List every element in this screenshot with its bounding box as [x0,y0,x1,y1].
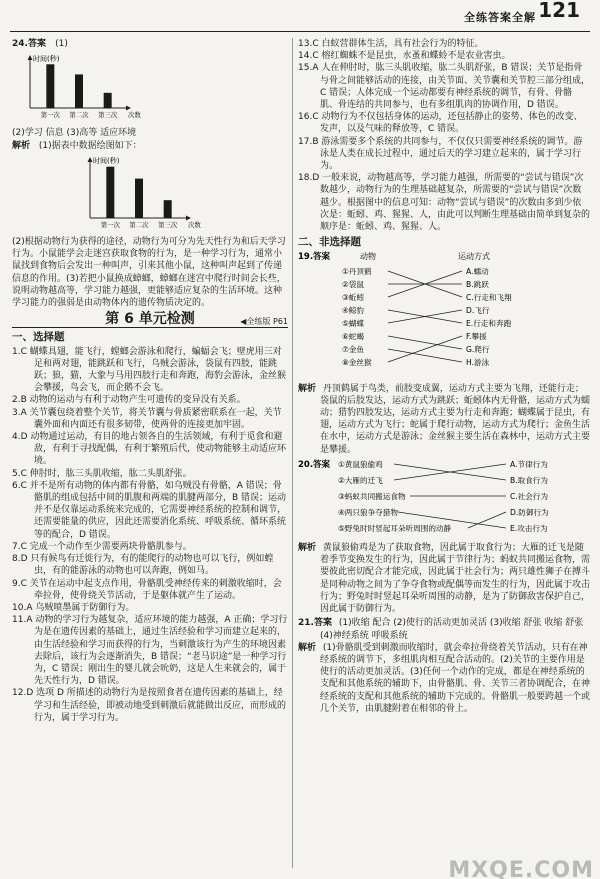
x-tick-label: 第二次 [129,220,149,229]
x-axis-arrow [126,106,131,111]
answer-item: 9.C 关节在运动中起支点作用，骨骼肌受神经传来的刺激收缩时，会牵拉骨，使骨绕关节活动，于是躯体就产生了运动。 [12,578,282,601]
q19-motion: A.蠕动 [466,267,489,277]
answer-item: 14.C 榕红蜘蛛不是昆虫，水蚤和蝶蛉不是农业害虫。 [298,51,511,62]
q19-animal: ⑥蛇蝎 [342,332,364,342]
q20-match-lines [394,464,506,528]
q19-animal: ⑦金鱼 [342,345,364,355]
answer-item: 16.C 动物行为不仅包括身体的运动，还包括静止的姿势、体色的改变、发声，以及气味的释放等，C 错误。 [298,112,583,135]
answer-item: 18.D 一般来说，动物越高等，学习能力越强，所需要的“尝试与错误”次数越少，动物行为的生理基础越复杂，所需要的“尝试与错误”次数越少。根据图中的信息可知：动物“尝试与错误”的次数由多到少依次是：蚯蚓、鸡、猩猩、人，由此可以判断生理基础由简单到复杂的顺序是：蚯蚓、鸡、猩猩、人。 [298,173,591,233]
answer-item: 13.C 白蚁营群体生活，具有社会行为的特征。 [298,39,484,49]
column-divider [292,38,293,868]
right-column [298,38,590,715]
q20-block [298,458,590,615]
q19-motion: B.跳跃 [466,280,489,290]
q20-left-item: ④两只狼争夺猎物 [338,507,398,517]
match-line [388,336,462,362]
header-title: 全练答案全解 [464,11,536,24]
q19-motion: H.游泳 [466,358,490,368]
q20-label: 20.答案 [298,459,331,470]
q19-animal: ②袋鼠 [342,280,364,290]
q19-motion: C.行走和飞翔 [466,293,512,303]
answer-item: 15.A 人在伸肘时，肱三头肌收缩，肱二头肌舒张，B 错误；关节是指骨与骨之间能够活动的连接，由关节面、关节囊和关节腔三部分组成，C 错误；人体完成一个运动都要有神经系统的调节，有骨、骨骼肌、骨连结的共同参与，也有多组肌肉的协调作用，D 错误。 [298,63,591,111]
bar [135,178,143,217]
q20-left-item: ⑤野兔时时竖起耳朵听周围的动静 [338,523,452,533]
x-tick-label: 第一次 [40,111,60,120]
q20-left-item: ③蚂蚁共同搬运食物 [338,491,406,501]
q20-analysis: 黄鼠狼偷鸡是为了获取食物，因此属于取食行为；大雁的迁飞是随着季节变换发生的行为，因此属于节律行为；蚂蚁共同搬运食物，需要彼此密切配合才能完成，因此属于社会行为；两只雄性狮子在搏斗是同种动物之间为了争夺食物或配偶等而发生的行为，因此属于攻击行为；野兔时时竖起耳朵听周围的动静，是为了防御敌害保护自己，因此属于防御行为。 [320,543,591,615]
q24-part1: (1) [55,39,68,49]
unit-heading [12,311,288,328]
answer-item: 3.A 关节囊包绕着整个关节，将关节囊与骨质紧密联系在一起，关节囊外面和内面还有很多韧带，使两骨的连接更加牢固。 [12,407,282,430]
q19-animal: ①丹顶鹤 [342,267,372,277]
right-answer-list [298,38,590,233]
q19-analysis: 丹顶鹤属于鸟类，前肢变成翼，运动方式主要为飞翔，还能行走；袋鼠的后肢发达，运动方式为跳跃；蚯蚓体内无骨骼，运动方式为蠕动；猎豹四肢发达，运动方式主要为行走和奔跑；蝴蝶属于昆虫，有翅，运动方式为飞行；蛇属于爬行动物，运动方式为爬行；金鱼生活在水中，运动方式是游泳；金丝猴主要生活在森林中，运动方式主要是攀援。 [320,383,591,455]
q19-animal: ⑤蝴蝶 [342,319,364,329]
q24-analysis-1: (1)据表中数据绘图如下： [38,140,142,151]
bar [104,93,112,108]
bar-chart-2 [72,152,212,232]
answer-item: 10.A 乌贼喷墨属于防御行为。 [12,602,135,613]
left-answer-list [12,346,288,724]
y-axis-arrow [88,157,93,162]
answer-item: 5.C 伸肘时，肱三头肌收缩，肱二头肌舒张。 [12,468,192,479]
q20-right-item: B.取食行为 [510,475,548,485]
q20-right-item: E.攻击行为 [510,523,548,533]
y-axis-arrow [28,55,33,60]
q19-motion: D.飞行 [466,306,490,316]
q19-col-animal: 动物 [360,252,376,262]
x-axis-arrow [186,215,191,220]
left-column [12,38,288,724]
watermark: MXQE.COM [448,857,594,879]
x-axis-label: 次数 [188,220,201,229]
q21-analysis-label: 解析 [298,642,317,653]
q24-block [12,38,288,309]
section-1-heading: 一、选择题 [12,331,65,344]
q21-analysis: (1)骨骼肌受到刺激而收缩时，就会牵拉骨绕着关节活动，只有在神经系统的调节下，多组肌肉相互配合活动的。(2)关节的主要作用是使行的活动更加灵活。(3)任何一个动作的完成，都是在神经系统的支配和其他系统的辅助下，由骨骼肌、骨、关节三者协调配合，在神经系统的支配和其他系统的辅助下完成的。骨骼肌一般要跨越一个或几个关节，由肌腱附着在相邻的骨上。 [320,642,591,714]
q20-right-item: A.节律行为 [510,459,548,469]
x-tick-label: 第三次 [158,220,178,229]
unit-side-ref: ◀全练版 P61 [240,317,288,327]
q19-animal-list [342,266,372,367]
q19-matching-diagram [298,250,590,378]
q19-motion-list [466,266,512,367]
q20-left-item: ②大雁的迁飞 [338,475,383,485]
answer-item: 7.C 完成一个动作至少需要两块骨骼肌参与。 [12,541,192,552]
answer-item: 6.C 并不是所有动物的体内都有骨骼，如乌贼没有骨骼，A 错误；骨骼肌的组成包括中间的肌腹和两端的肌腱两部分，B 错误；运动并不是仅靠运动系统来完成的，它需要神经系统的控制和调节，还需要能量的供应，因此还需要消化系统、呼吸系统、循环系统等的配合，D 错误。 [12,480,287,540]
answer-item: 2.B 动物的运动与有利于动物产生可遗传的变异没有关系。 [12,395,246,406]
q20-right-item: C.社会行为 [510,491,549,501]
x-tick-label: 第一次 [100,220,120,229]
answer-item: 8.D 只有候鸟有迁徙行为，有的能爬行的动物也可以飞行，例如蝗虫，有的能游泳的动物也可以奔跑，例如马。 [12,554,274,577]
y-axis-label: 时间(秒) [93,156,120,165]
answer-item: 4.D 动物通过运动，有目的地占领各自的生活领域，有利于觅食和避敌，有利于寻找配偶，有利于繁殖后代，使动物能够主动适应环境。 [12,432,287,467]
q19-label: 19.答案 [298,252,331,263]
page-header [0,0,600,32]
page-number: 121 [538,0,580,22]
q20-analysis-label: 解析 [298,543,317,554]
q19-motion: E.行走和奔跑 [466,319,512,329]
q20-right-item: D.防御行为 [510,507,549,517]
q21-block [298,617,590,715]
q24-analysis-2: (2)根据动物行为获得的途径，动物行为可分为先天性行为和后天学习行为。小鼠能学会走迷宫获取食物的行为，是一种学习行为，通常小鼠找到食物后会发出一种叫声，引来其他小鼠，这种叫声起到了传递信息的作用。(3)若把小鼠换成蟑螂，蟑螂在迷宫中爬行时间会长些，说明动物越高等，学习能力越强，更能够适应复杂的生活环境。这种学习能力的强弱是由动物体内的遗传物质决定的。 [12,237,286,309]
x-axis-label: 次数 [128,111,141,120]
match-line [468,512,506,528]
section-2-heading: 二、非选择题 [298,236,361,249]
q21-answer: (1)收缩 配合 (2)使行的活动更加灵活 (3)收缩 舒张 收缩 舒张 (4)神经系统 呼吸系统 [320,618,584,641]
match-line [388,349,462,362]
q19-animal: ③蚯蚓 [342,293,364,303]
q19-animal: ⑧金丝猴 [342,358,372,368]
answer-item: 11.A 动物的学习行为越复杂，适应环境的能力越强，A 正确；学习行为是在遗传因素的基础上，通过生活经验和学习而建立起来的，由生活经验和学习而获得的行为，当刺激该行为产生的环境因素去除后，该行为会逐渐消失，B 错误；“老马识途”是一种学习行为，C 错误；刚出生的婴儿就会吮奶，这是人生来就会的，属于先天性行为，D 错误。 [12,615,288,687]
bar [164,200,172,218]
bar [75,75,83,109]
q19-block [298,250,590,455]
answer-item: 17.B 游泳需要多个系统的共同参与，不仅仅只需要神经系统的调节。游泳是人类在成长过程中，通过后天的学习建立起来的，属于学习行为。 [298,136,583,172]
q19-motion: F.攀援 [466,332,487,342]
q19-col-motion: 运动方式 [458,252,490,262]
q24-part2: (2)学习 信息 (3)高等 适应环境 [12,128,137,139]
q19-animal: ④鲸豹 [342,306,364,316]
q21-label: 21.答案 [298,618,332,629]
q19-match-lines [388,271,462,362]
answer-item: 1.C 蝴蝶具翅，能飞行，螳螂会游泳和爬行，蝙蝠会飞；壁虎用三对足和两对翅，能跳跃和飞行，乌贼会游泳，袋鼠有四肢，能跳跃；狼，猫，大象与马用四肢行走和奔跑，海豹会游泳，金丝猴会攀援，鸟会飞，而企鹅不会飞。 [12,346,287,394]
q24-analysis-label: 解析 [12,140,31,151]
bar [46,65,54,109]
match-line [388,336,462,349]
q20-matching-diagram [298,458,590,538]
y-axis-label: 时间(秒) [33,55,60,64]
q20-left-item: ①黄鼠狼偷鸡 [338,459,383,469]
x-tick-label: 第三次 [98,111,118,120]
q19-motion: G.爬行 [466,345,490,355]
q24-label: 24.答案 [12,39,46,49]
q19-analysis-label: 解析 [298,383,317,394]
x-tick-label: 第二次 [69,111,89,120]
unit-title: 第 6 单元检测 [105,311,195,328]
answer-item: 12.D 选项 D 所描述的动物行为是按照食者在遗传因素的基础上，经学习和生活经验，即被动地受到刺激后就能做出反应，而形成的行为，属于学习行为。 [12,688,287,723]
bar-chart-1 [12,50,152,122]
header-rule [10,31,590,32]
bar [106,167,114,218]
